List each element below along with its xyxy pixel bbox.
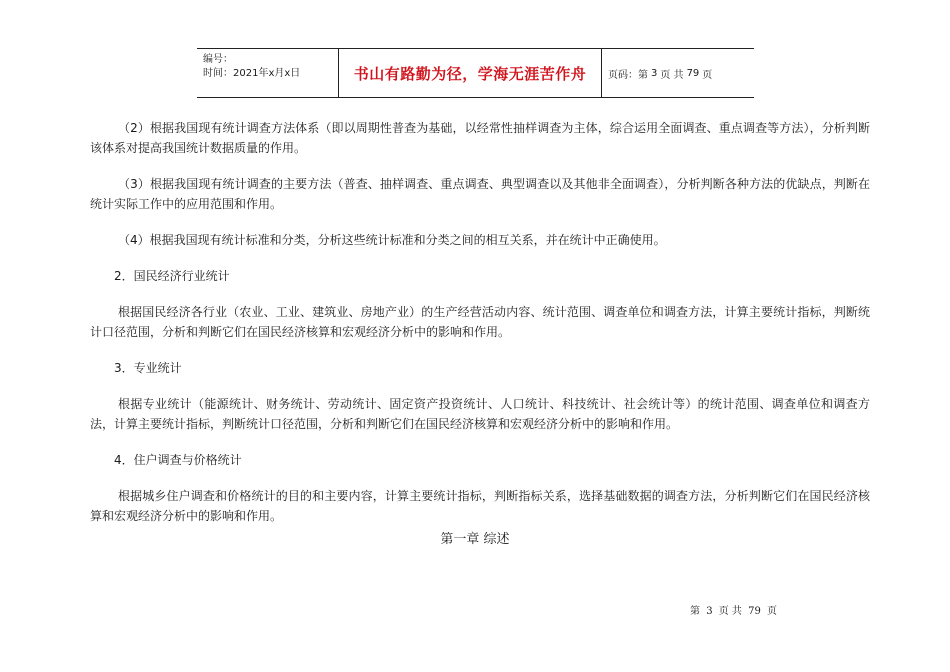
footer-suffix: 页	[767, 606, 778, 617]
header-page-cell	[602, 49, 754, 97]
paragraph-item-3: （3）根据我国现有统计调查的主要方法（普查、抽样调查、重点调查、典型调查以及其他非全面调查），分析判断各种方法的优缺点，判断在统计实际工作中的应用范围和作用。	[90, 177, 870, 211]
paragraph-industry-statistics: 根据国民经济各行业（农业、工业、建筑业、房地产业）的生产经营活动内容、统计范围、调查单位和调查方法，计算主要统计指标，判断统计口径范围，分析和判断它们在国民经济核算和宏观经济分析中的影响和作用。	[90, 305, 870, 339]
paragraph-item-2: （2）根据我国现有统计调查方法体系（即以周期性普查为基础，以经常性抽样调查为主体，综合运用全面调查、重点调查等方法），分析判断该体系对提高我国统计数据质量的作用。	[90, 121, 870, 155]
header-page-mid: 页 共	[660, 69, 684, 81]
footer-mid: 页 共	[718, 606, 742, 617]
header-page-suffix: 页	[702, 69, 713, 81]
paragraph-item-4: （4）根据我国现有统计标准和分类，分析这些统计标准和分类之间的相互关系，并在统计中正确使用。	[118, 233, 666, 247]
page-footer	[690, 602, 780, 617]
section-heading-special-statistics: 3．专业统计	[114, 361, 182, 375]
paragraph-special-statistics: 根据专业统计（能源统计、财务统计、劳动统计、固定资产投资统计、人口统计、科技统计、社会统计等）的统计范围、调查单位和调查方法，计算主要统计指标，判断统计口径范围，分析和判断它们在国民经济核算和宏观经济分析中的影响和作用。	[90, 397, 870, 431]
section-heading-household-price: 4．住户调查与价格统计	[114, 453, 242, 467]
document-body	[90, 118, 870, 542]
footer-prefix: 第	[690, 606, 700, 617]
paragraph-household-price: 根据城乡住户调查和价格统计的目的和主要内容，计算主要统计指标，判断指标关系，选择基础数据的调查方法，分析判断它们在国民经济核算和宏观经济分析中的影响和作用。	[90, 489, 870, 523]
header-page-label: 页码：第	[608, 69, 648, 81]
section-heading-industry-statistics: 2．国民经济行业统计	[114, 269, 230, 283]
footer-current-page: 3	[706, 606, 713, 617]
header-motto-cell	[339, 49, 602, 97]
document-header	[197, 48, 754, 98]
header-date-label: 时间：2021年x月x日	[203, 68, 301, 79]
footer-total-pages: 79	[748, 606, 761, 617]
chapter-title: 第一章 综述	[440, 532, 510, 547]
header-meta-cell	[197, 49, 339, 97]
header-motto: 书山有路勤为径，学海无涯苦作舟	[353, 64, 587, 83]
header-page-total: 79	[686, 67, 700, 79]
header-page-current: 3	[651, 67, 658, 79]
header-number-label: 编号：	[203, 54, 233, 65]
